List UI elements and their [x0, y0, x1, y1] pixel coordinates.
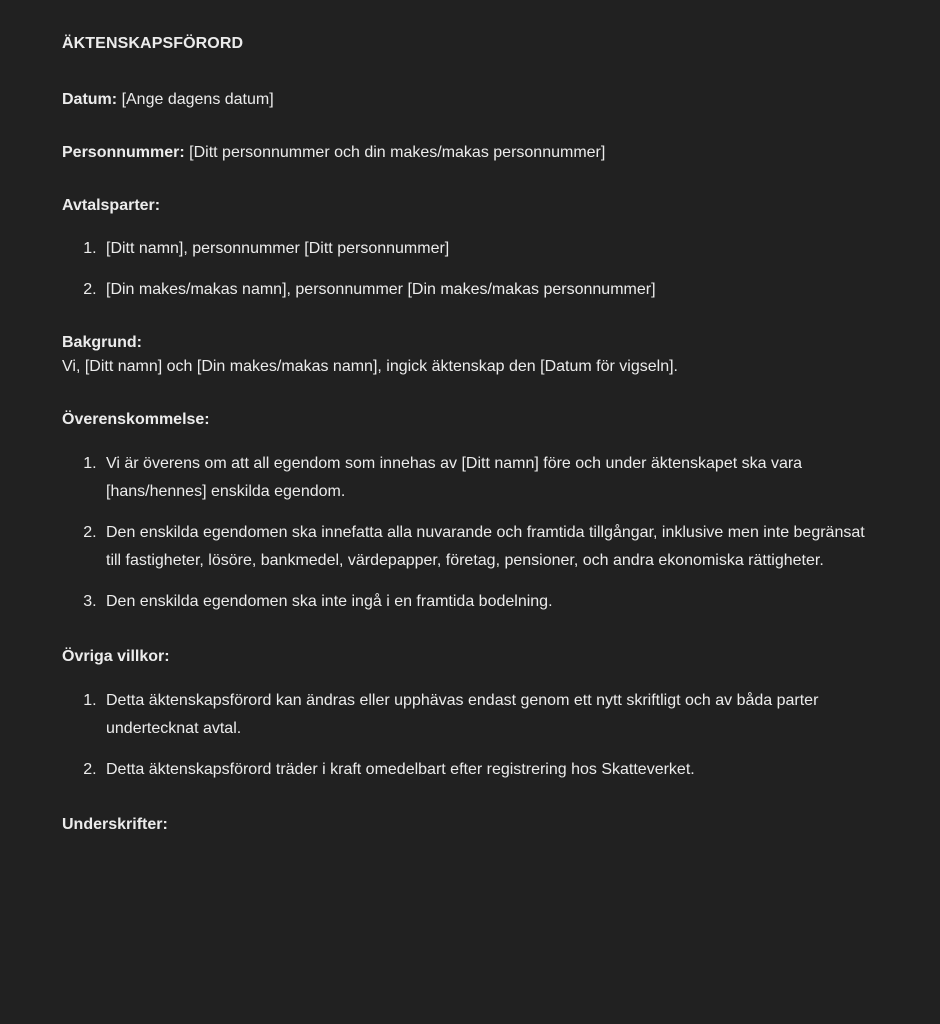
- list-item: [101, 450, 880, 506]
- field-datum: [62, 88, 880, 112]
- section-heading-overenskommelse: Överenskommelse:: [62, 411, 210, 429]
- spacer: [62, 112, 880, 141]
- list-item-text: [Din makes/makas namn], personnummer [Din makes/makas personnummer]: [106, 280, 656, 298]
- list-item-text: Den enskilda egendomen ska innefatta alla nuvarande och framtida tillgångar, inklusive men inte begränsat till fastigheter, lösöre, bankmedel, värdepapper, företag, pensioner, och andra ekonomiska rättigheter.: [106, 524, 865, 570]
- field-personnummer-label: Personnummer:: [62, 144, 185, 162]
- list-item: [101, 519, 880, 575]
- list-item-text: [Ditt namn], personnummer [Ditt personnummer]: [106, 240, 450, 258]
- field-personnummer-value: [Ditt personnummer och din makes/makas personnummer]: [189, 144, 606, 162]
- list-item-text: Vi är överens om att all egendom som innehas av [Ditt namn] före och under äktenskapet ska vara [hans/hennes] enskilda egendom.: [106, 455, 803, 501]
- section-heading-ovriga-villkor: Övriga villkor:: [62, 648, 170, 666]
- parties-list: [62, 236, 880, 302]
- section-heading-bakgrund: Bakgrund:: [62, 334, 142, 352]
- spacer: [62, 669, 880, 687]
- field-personnummer: [62, 141, 880, 165]
- spacer: [62, 616, 880, 645]
- field-datum-value: [Ange dagens datum]: [121, 91, 274, 109]
- list-item: [101, 687, 880, 743]
- list-item-text: Den enskilda egendomen ska inte ingå i en framtida bodelning.: [106, 593, 553, 611]
- spacer: [62, 165, 880, 194]
- field-datum-label: Datum:: [62, 91, 118, 109]
- spacer: [62, 218, 880, 236]
- document-title: ÄKTENSKAPSFÖRORD: [62, 35, 244, 52]
- list-item: [101, 588, 880, 616]
- spacer: [62, 784, 880, 813]
- agreement-list: [62, 450, 880, 616]
- list-item: [101, 277, 880, 303]
- list-item-text: Detta äktenskapsförord kan ändras eller upphävas endast genom ett nytt skriftligt och av båda parter undertecknat avtal.: [106, 692, 819, 738]
- section-heading-underskrifter: Underskrifter:: [62, 816, 168, 834]
- background-paragraph: Vi, [Ditt namn] och [Din makes/makas namn], ingick äktenskap den [Datum för vigseln].: [62, 358, 678, 376]
- spacer: [62, 379, 880, 408]
- other-terms-list: [62, 687, 880, 784]
- section-heading-avtalsparter: Avtalsparter:: [62, 197, 161, 215]
- list-item: [101, 756, 880, 784]
- spacer: [62, 432, 880, 450]
- list-item-text: Detta äktenskapsförord träder i kraft omedelbart efter registrering hos Skatteverket.: [106, 761, 695, 779]
- spacer: [62, 302, 880, 331]
- spacer: [62, 55, 880, 88]
- list-item: [101, 236, 880, 262]
